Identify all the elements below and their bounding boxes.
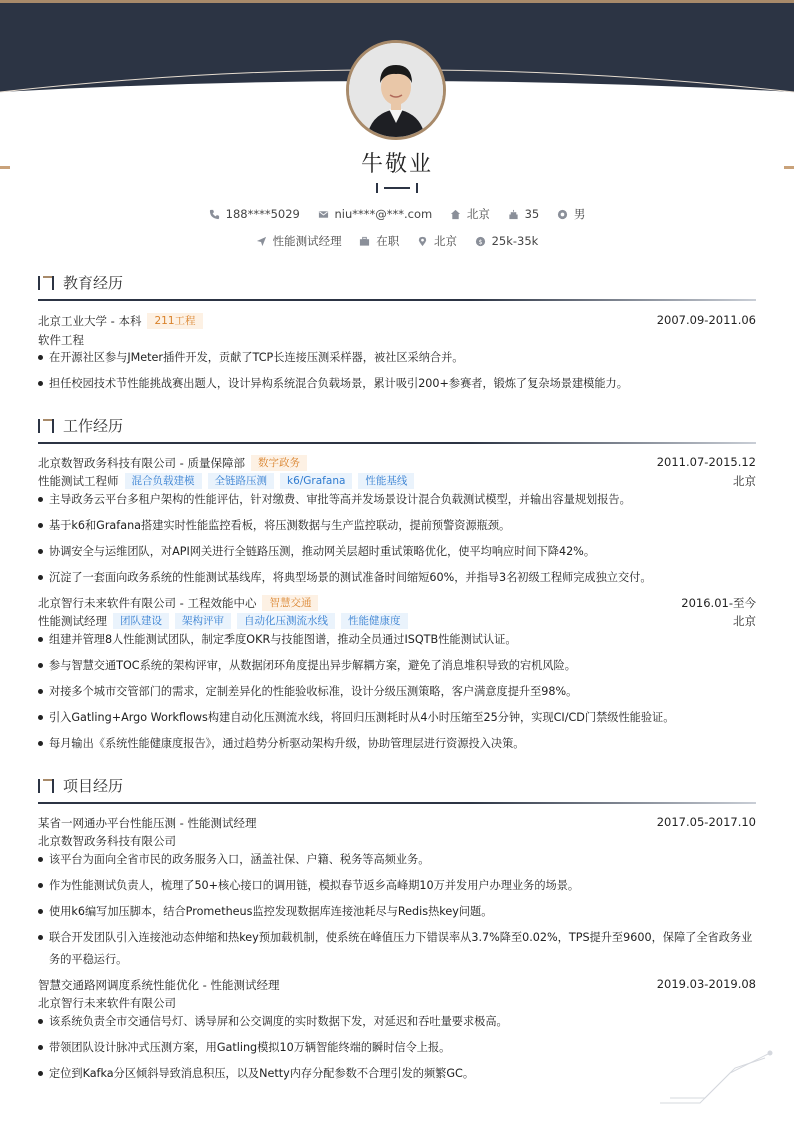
list-item: 作为性能测试负责人，梳理了50+核心接口的调用链，模拟春节返乡高峰期10万并发用户办理业务的场景。 xyxy=(38,875,754,897)
home-icon xyxy=(450,209,461,220)
work-date: 2016.01-至今 xyxy=(681,596,756,610)
list-item: 担任校园技术节性能挑战赛出题人，设计异构系统混合负载场景，累计吸引200+参赛者，锻炼了复杂场景建模能力。 xyxy=(38,373,754,395)
section-divider xyxy=(38,802,756,804)
gender-icon xyxy=(557,209,568,220)
list-item: 该平台为面向全省市民的政务服务入口，涵盖社保、户籍、税务等高频业务。 xyxy=(38,849,754,871)
job-intent-row xyxy=(0,233,794,250)
send-icon xyxy=(256,236,267,247)
name-divider xyxy=(376,181,418,195)
project-date: 2019.03-2019.08 xyxy=(656,977,756,991)
work-head: 北京数智政务科技有限公司 - 质量保障部 数字政务 2011.07-2015.12 xyxy=(38,455,756,470)
project-date: 2017.05-2017.10 xyxy=(656,815,756,829)
skill-tag: 混合负载建模 xyxy=(125,473,202,489)
education-major: 软件工程 xyxy=(38,333,84,347)
list-item: 每月输出《系统性能健康度报告》，通过趋势分析驱动架构升级，协助管理层进行资源投入决策。 xyxy=(38,733,754,755)
list-item: 主导政务云平台多租户架构的性能评估，针对缴费、审批等高并发场景设计混合负载测试模型，并输出容量规划报告。 xyxy=(38,489,754,511)
list-item: 协调安全与运维团队，对API网关进行全链路压测，推动网关层超时重试策略优化，使平均响应时间下降42%。 xyxy=(38,541,754,563)
phone-icon xyxy=(209,209,220,220)
skill-tag: 团队建设 xyxy=(113,613,169,629)
list-item: 组建并管理8人性能测试团队，制定季度OKR与技能图谱，推动全员通过ISQTB性能测试认证。 xyxy=(38,629,754,651)
industry-tag: 数字政务 xyxy=(251,455,307,471)
list-item: 带领团队设计脉冲式压测方案，用Gatling模拟10万辆智能终端的瞬时信令上报。 xyxy=(38,1037,754,1059)
section-project: 项目经历 xyxy=(38,775,756,801)
list-item: 定位到Kafka分区倾斜导致消息积压，以及Netty内存分配参数不合理引发的频繁GC。 xyxy=(38,1063,754,1085)
list-item: 基于k6和Grafana搭建实时性能监控看板，将压测数据与生产监控联动，提前预警资源瓶颈。 xyxy=(38,515,754,537)
project-company: 北京数智政务科技有限公司 xyxy=(38,834,176,848)
work-city: 北京 xyxy=(733,614,756,628)
industry-tag: 智慧交通 xyxy=(262,595,318,611)
intent-position: 性能测试经理 xyxy=(256,233,342,249)
education-date: 2007.09-2011.06 xyxy=(656,313,756,327)
list-item: 引入Gatling+Argo Workflows构建自动化压测流水线，将回归压测耗时从4小时压缩至25分钟，实现CI/CD门禁级性能验证。 xyxy=(38,707,754,729)
list-item: 使用k6编写加压脚本，结合Prometheus监控发现数据库连接池耗尽与Redis热key问题。 xyxy=(38,901,754,923)
project-company: 北京智行未来软件有限公司 xyxy=(38,996,176,1010)
svg-text:$: $ xyxy=(478,237,483,246)
list-item: 联合开发团队引入连接池动态伸缩和热key预加载机制，使系统在峰值压力下错误率从3.7%降至0.02%，TPS提升至9600，保障了全省政务业务的平稳运行。 xyxy=(38,927,754,971)
list-item: 沉淀了一套面向政务系统的性能测试基线库，将典型场景的测试准备时间缩短60%，并指导3名初级工程师完成独立交付。 xyxy=(38,567,754,589)
mail-icon xyxy=(318,209,329,220)
intent-status: 在职 xyxy=(359,233,399,249)
section-mark-icon xyxy=(38,779,56,793)
intent-city: 北京 xyxy=(417,233,457,249)
education-tag: 211工程 xyxy=(147,313,202,329)
contact-email: niu****@***.com xyxy=(318,207,433,221)
skill-tag: 性能健康度 xyxy=(341,613,408,629)
work-city: 北京 xyxy=(733,474,756,488)
contact-row xyxy=(0,206,794,223)
education-head: 北京工业大学 - 本科 211工程 2007.09-2011.06 xyxy=(38,313,756,328)
project-head: 智慧交通路网调度系统性能优化 - 性能测试经理 2019.03-2019.08 xyxy=(38,977,756,992)
section-work: 工作经历 xyxy=(38,415,756,441)
skill-tag: 性能基线 xyxy=(358,473,414,489)
list-item: 该系统负责全市交通信号灯、诱导屏和公交调度的实时数据下发，对延迟和吞吐量要求极高。 xyxy=(38,1011,754,1033)
work-role-row: 性能测试工程师 混合负载建模 全链路压测 k6/Grafana 性能基线 北京 xyxy=(38,474,756,488)
intent-salary: $ 25k-35k xyxy=(475,234,539,248)
list-item: 对接多个城市交管部门的需求，定制差异化的性能验收标准，设计分级压测策略，客户满意度提升至98%。 xyxy=(38,681,754,703)
list-item: 在开源社区参与JMeter插件开发，贡献了TCP长连接压测采样器，被社区采纳合并。 xyxy=(38,347,754,369)
cake-icon xyxy=(508,209,519,220)
section-divider xyxy=(38,299,756,301)
work-role-row: 性能测试经理 团队建设 架构评审 自动化压测流水线 性能健康度 北京 xyxy=(38,614,756,628)
salary-icon xyxy=(475,236,486,247)
skill-tag: 自动化压测流水线 xyxy=(237,613,335,629)
contact-city: 北京 xyxy=(450,206,490,222)
location-icon xyxy=(417,236,428,247)
briefcase-icon xyxy=(359,236,370,247)
candidate-name: 牛敬业 xyxy=(360,152,433,177)
contact-age: 35 xyxy=(508,207,540,221)
avatar xyxy=(346,40,446,140)
section-mark-icon xyxy=(38,276,56,290)
contact-phone: 188****5029 xyxy=(209,207,300,221)
list-item: 参与智慧交通TOC系统的架构评审，从数据闭环角度提出异步解耦方案，避免了消息堆积导致的宕机风险。 xyxy=(38,655,754,677)
section-education: 教育经历 xyxy=(38,272,756,298)
section-mark-icon xyxy=(38,419,56,433)
section-divider xyxy=(38,442,756,444)
work-head: 北京智行未来软件有限公司 - 工程效能中心 智慧交通 2016.01-至今 xyxy=(38,596,756,610)
corner-decoration xyxy=(660,1048,780,1108)
project-head: 某省一网通办平台性能压测 - 性能测试经理 2017.05-2017.10 xyxy=(38,815,756,830)
work-date: 2011.07-2015.12 xyxy=(656,455,756,469)
skill-tag: 架构评审 xyxy=(175,613,231,629)
skill-tag: k6/Grafana xyxy=(280,473,352,489)
skill-tag: 全链路压测 xyxy=(208,473,275,489)
contact-gender: 男 xyxy=(557,206,586,222)
